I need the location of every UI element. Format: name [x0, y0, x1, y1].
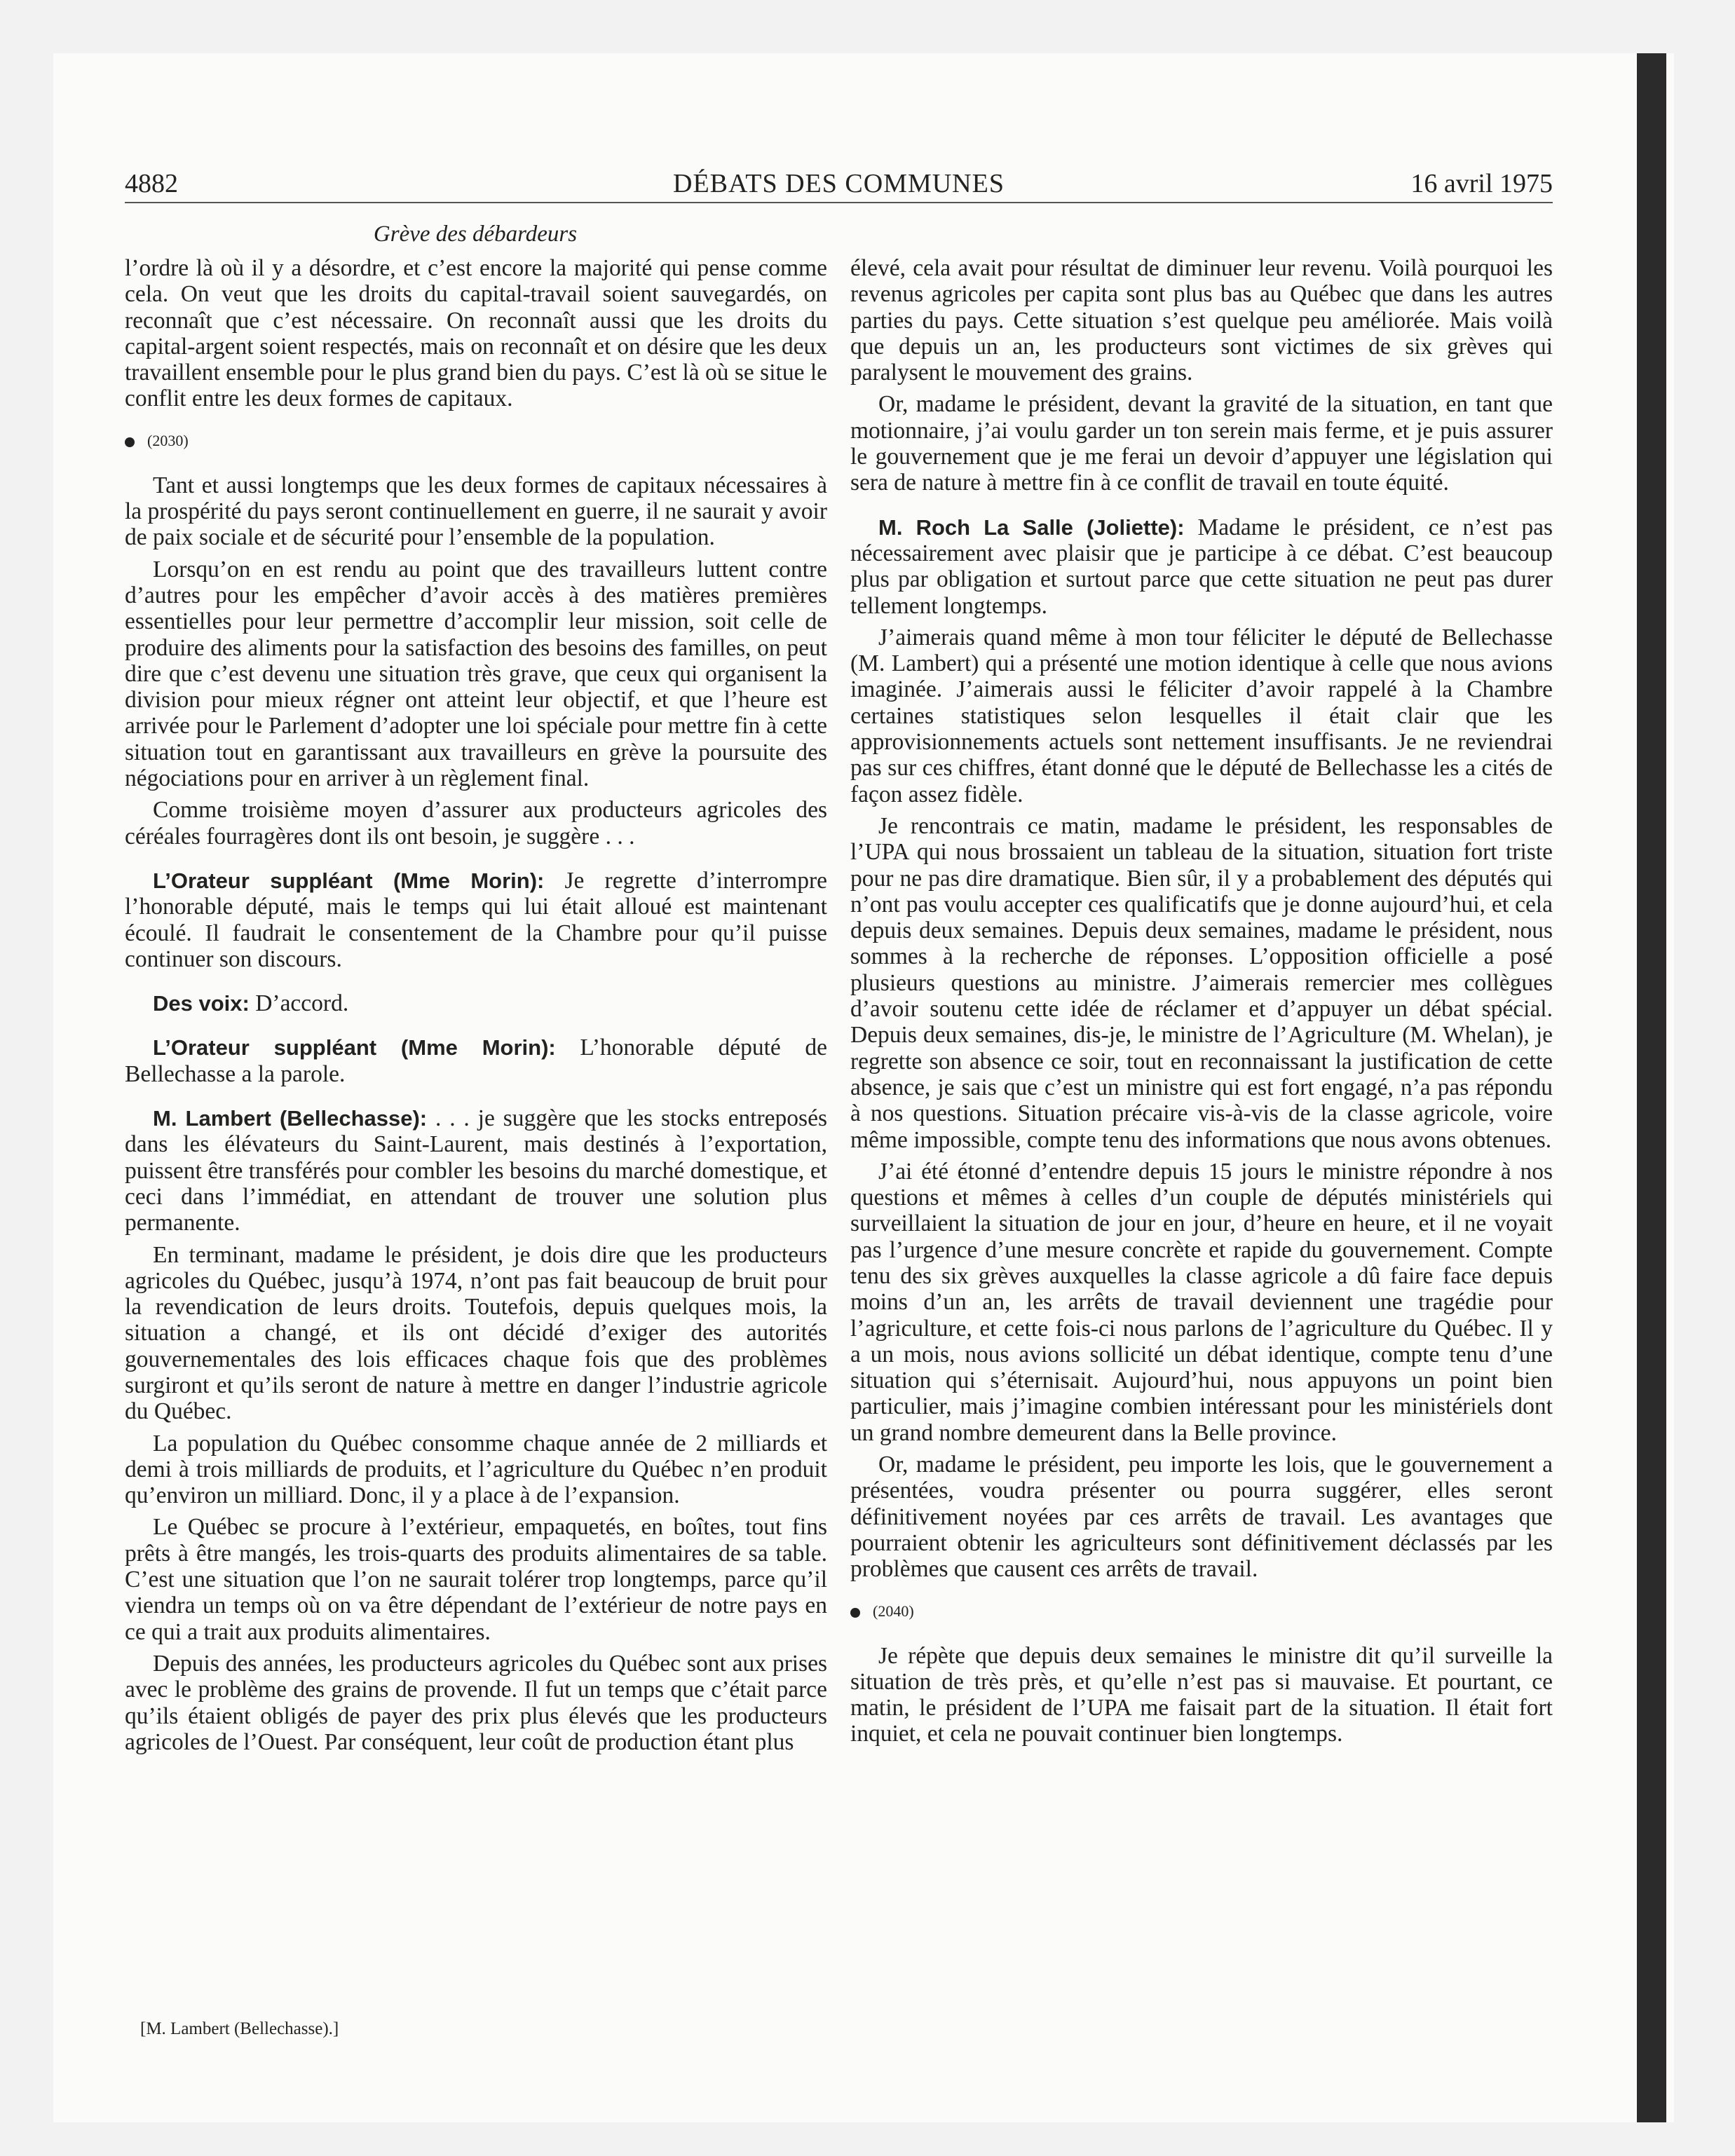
- speaker-name: L’Orateur suppléant (Mme Morin):: [153, 1035, 556, 1060]
- page-header: [125, 167, 1553, 203]
- speech: [125, 868, 827, 972]
- paragraph: Or, madame le président, peu importe les lois, que le gouvernement a présentées, voudra présenter ou pourra suggérer, elles seront définitivement noyées par ces arrêts de travail. Les avantages que pourraient obtenir les agriculteurs sont définitivement déclassés par les problèmes que causent ces arrêts de travail.: [850, 1452, 1553, 1583]
- time-label: (2040): [873, 1602, 914, 1620]
- paragraph: En terminant, madame le président, je dois dire que les producteurs agricoles du Québec, jusqu’à 1974, n’ont pas fait beaucoup de bruit pour la revendication de leurs droits. Toutefois, depuis quelques mois, la situation a changé, et ils ont décidé d’exiger des autorités gouvernementales des lois efficaces chaque fois que des problèmes surgiront et qu’ils seront de nature à mettre en danger l’industrie agricole du Québec.: [125, 1241, 827, 1425]
- paragraph: Je répète que depuis deux semaines le ministre dit qu’il surveille la situation de très près, et qu’elle n’est pas si mauvaise. Et pourtant, ce matin, le président de l’UPA me faisait part de la situation. Il était fort inquiet, et cela ne pouvait continuer bien longtemps.: [850, 1642, 1553, 1747]
- speech-text: D’accord.: [255, 990, 349, 1017]
- paragraph: J’ai été étonné d’entendre depuis 15 jours le ministre répondre à nos questions et mêmes à celles d’un couple de députés ministériels qui surveillaient la situation de jour en jour, d’heure en heure, et il ne voyait pas l’urgence d’une mesure concrète et rapide du gouvernement. Compte tenu des six grèves auxquelles la classe agricole a dû faire face depuis moins d’un an, les arrêts de travail deviennent une tragédie pour l’agriculture, et cette fois-ci nous parlons de l’agriculture du Québec. Il y a un mois, nous avions sollicité un débat identique, compte tenu d’une situation qui s’éternisait. Aujourd’hui, nous appuyons un point bien particulier, mais j’imagine combien intéressant pour les ministériels dont un grand nombre demeurent dans la Belle province.: [850, 1158, 1553, 1446]
- subject-heading: Grève des débardeurs: [373, 221, 578, 247]
- paragraph: Depuis des années, les producteurs agricoles du Québec sont aux prises avec le problème des grains de provende. Il fut un temps que c’était parce qu’ils étaient obligés de payer des prix plus élevés que les producteurs agricoles de l’Ouest. Par conséquent, leur coût de production étant plus: [125, 1650, 827, 1755]
- paragraph: Je rencontrais ce matin, madame le président, les responsables de l’UPA qui nous brossaient un tableau de la situation, situation fort triste pour ne pas dire dramatique. Bien sûr, il y a probablement des députés qui n’ont pas voulu accepter ces qualificatifs que je donne aujourd’hui, et cela depuis deux semaines. Depuis deux semaines, madame le président, nous sommes à la recherche de réponses. L’opposition officielle a posé plusieurs questions au ministre. J’aimerais remercier mes collègues d’avoir soutenu cette idée de réclamer et d’appuyer un débat spécial. Depuis deux semaines, dis-je, le ministre de l’Agriculture (M. Whelan), je regrette son absence ce soir, tout en reconnaissant la justification de cette absence, je sais que c’est un ministre qui est fort engagé, n’a pas répondu à nos questions. Situation précaire vis-à-vis de la classe agricole, voire même impossible, compte tenu des informations que nous avons obtenues.: [850, 812, 1553, 1153]
- bullet-icon: [850, 1608, 860, 1618]
- speech: [125, 1105, 827, 1236]
- paragraph: J’aimerais quand même à mon tour féliciter le député de Bellechasse (M. Lambert) qui a présenté une motion identique à celle que nous avions imaginée. J’aimerais aussi le féliciter d’avoir rappelé à la Chambre certaines statistiques selon lesquelles il était clair que les approvisionnements actuels sont nettement insuffisants. Je ne reviendrai pas sur ces chiffres, étant donné que le député de Bellechasse les a cités de façon assez fidèle.: [850, 624, 1553, 807]
- paragraph: Le Québec se procure à l’extérieur, empaquetés, en boîtes, tout fins prêts à être mangés, les trois-quarts des produits alimentaires de sa table. C’est une situation que l’on ne saurait tolérer trop longtemps, parce qu’il viendra un temps où on va être dépendant de l’extérieur de notre pays en ce qui a trait aux produits alimentaires.: [125, 1514, 827, 1645]
- speech-text: Madame le président, ce n’est pas nécessairement avec plaisir que je participe à ce débat. C’est beaucoup plus par obligation et surtout parce que cette situation ne peut pas durer tellement longtemps.: [850, 514, 1553, 619]
- paragraph: La population du Québec consomme chaque année de 2 milliards et demi à trois milliards de produits, et l’agriculture du Québec n’en produit qu’environ un milliard. Donc, il y a place à de l’expansion.: [125, 1430, 827, 1509]
- time-marker: [125, 430, 827, 451]
- speech: [125, 990, 827, 1016]
- paragraph: l’ordre là où il y a désordre, et c’est encore la majorité qui pense comme cela. On veut que les droits du capital-travail soient sauvegardés, on reconnaît que c’est nécessaire. On reconnaît aussi que les droits du capital-argent soient respectés, mais on reconnaît et on désire que les deux travaillent ensemble pour le plus grand bien du pays. C’est là où se situe le conflit entre les deux formes de capitaux.: [125, 255, 827, 412]
- speaker-name: Des voix:: [153, 991, 250, 1016]
- speech-text: . . . je suggère que les stocks entreposés dans les élévateurs du Saint-Laurent, mais destinés à l’exportation, puissent être transférés pour combler les besoins du marché domestique, et ceci dans l’immédiat, en attendant de trouver une solution plus permanente.: [125, 1105, 827, 1236]
- paragraph: Or, madame le président, devant la gravité de la situation, en tant que motionnaire, j’ai voulu garder un ton serein mais ferme, et je puis assurer le gouvernement que je me ferai un devoir d’appuyer une législation qui sera de nature à mettre fin à ce conflit de travail en toute équité.: [850, 391, 1553, 496]
- speech-text: Je regrette d’interrompre l’honorable député, mais le temps qui lui était alloué est maintenant écoulé. Il faudrait le consentement de la Chambre pour qu’il puisse continuer son discours.: [125, 867, 828, 972]
- speech: [125, 1035, 827, 1087]
- right-column: [850, 255, 1553, 1753]
- speech-text: L’honorable député de Bellechasse a la parole.: [125, 1035, 828, 1087]
- speaker-name: M. Lambert (Bellechasse):: [153, 1106, 428, 1131]
- speaker-name: L’Orateur suppléant (Mme Morin):: [153, 868, 545, 893]
- speaker-name: M. Roch La Salle (Joliette):: [878, 514, 1185, 540]
- scan-edge: [1637, 53, 1666, 2122]
- footer-speaker-note: [M. Lambert (Bellechasse).]: [140, 2019, 339, 2038]
- paragraph: Lorsqu’on en est rendu au point que des travailleurs luttent contre d’autres pour les empêcher d’avoir accès à des matières premières essentielles pour leur permettre d’accomplir leur mission, soit celle de produire des aliments pour la satisfaction des besoins des familles, on peut dire que c’est devenu une situation très grave, que ceux qui organisent la division pour mieux régner ont atteint leur objectif, et que l’heure est arrivée pour le Parlement d’adopter une loi spéciale pour mettre fin à cette situation tout en garantissant aux travailleurs en grève la poursuite des négociations pour en arriver à un règlement final.: [125, 556, 827, 792]
- time-label: (2030): [147, 431, 189, 449]
- time-marker: [850, 1601, 1553, 1622]
- paragraph: Comme troisième moyen d’assurer aux producteurs agricoles des céréales fourragères dont ils ont besoin, je suggère . . .: [125, 797, 827, 850]
- page-number: 4882: [125, 169, 178, 198]
- speech: [850, 514, 1553, 619]
- page-date: 16 avril 1975: [1410, 169, 1553, 198]
- publication-title: DÉBATS DES COMMUNES: [673, 169, 1005, 198]
- paragraph: Tant et aussi longtemps que les deux formes de capitaux nécessaires à la prospérité du pays seront continuellement en guerre, il ne saurait y avoir de paix sociale et de sécurité pour l’ensemble de la population.: [125, 472, 827, 551]
- left-column: [125, 255, 827, 1761]
- paragraph: élevé, cela avait pour résultat de diminuer leur revenu. Voilà pourquoi les revenus agricoles per capita sont plus bas au Québec que dans les autres parties du pays. Cette situation s’est quelque peu améliorée. Mais voilà que depuis un an, les producteurs sont victimes de six grèves qui paralysent le mouvement des grains.: [850, 255, 1553, 386]
- bullet-icon: [125, 437, 135, 447]
